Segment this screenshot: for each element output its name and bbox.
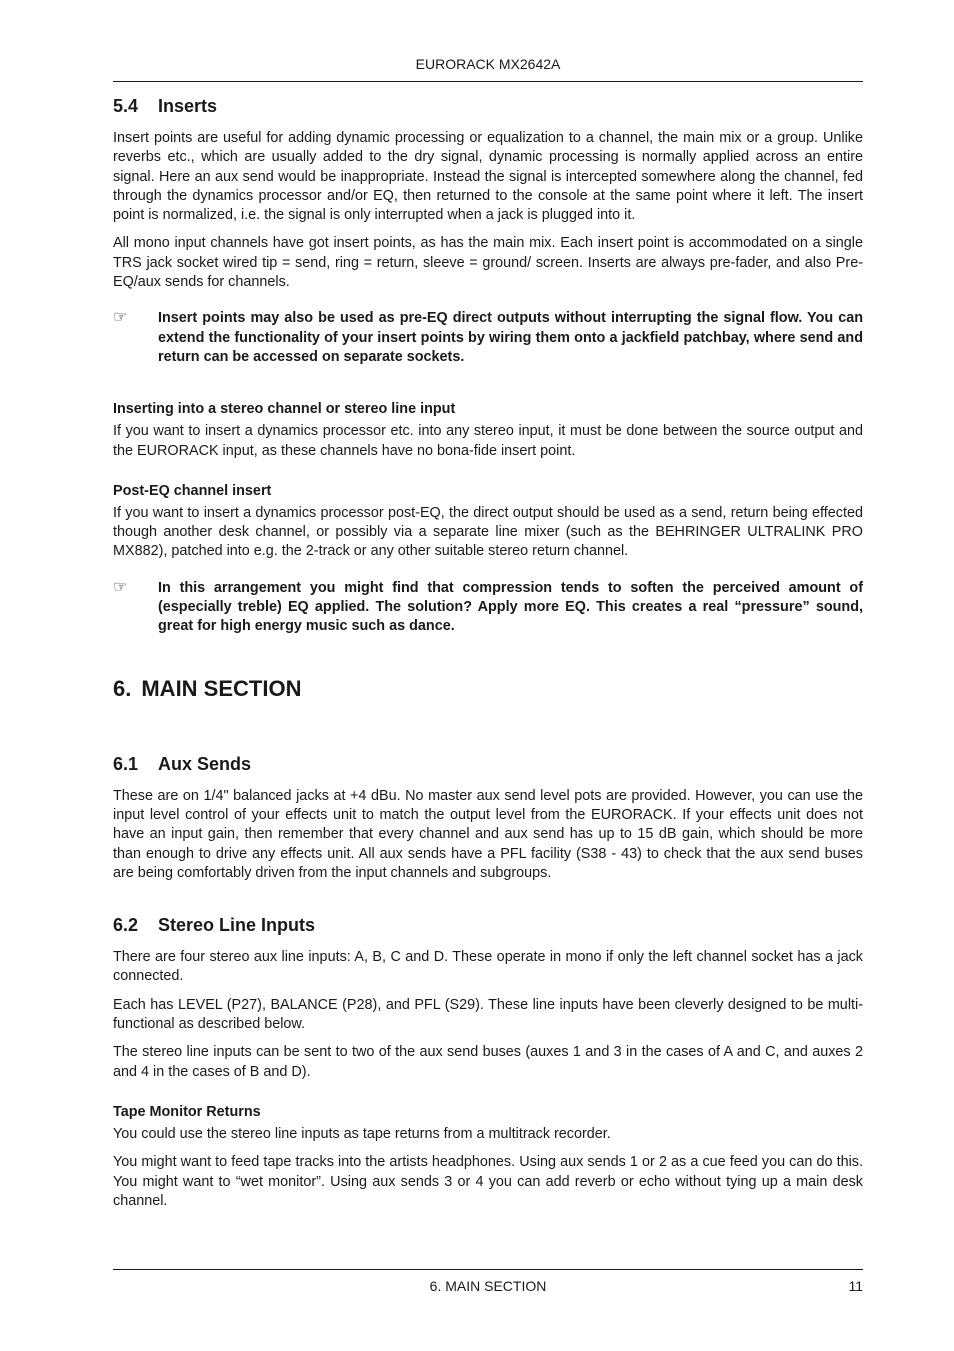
- section-title: Stereo Line Inputs: [158, 915, 316, 936]
- paragraph: These are on 1/4" balanced jacks at +4 dBu. No master aux send level pots are provided. However, you can use the input level control of your effects unit to match the output level from the EURORACK. If your effects unit does not have an input gain, then remember that every channel and aux send has up to 15 dB gain, which should be more than enough to drive any effects unit. All aux sends have a PFL facility (S38 - 43) to check that the aux send buses are being comfortably driven from the input channels and subgroups.: [113, 787, 863, 881]
- paragraph: There are four stereo aux line inputs: A, B, C and D. These operate in mono if only the left channel socket has a jack connected.: [113, 949, 863, 985]
- paragraph: If you want to insert a dynamics processor post-EQ, the direct output should be used as a send, return being effected though another desk channel, or possibly via a separate line mixer (such as the BEHRINGER ULTRALINK PRO MX882), patched into e.g. the 2-track or any other suitable stereo return channel.: [113, 504, 863, 560]
- section-5-4-heading: [113, 96, 863, 117]
- note-box: [113, 309, 863, 367]
- footer-rule: [113, 1269, 863, 1270]
- header-rule: [113, 81, 863, 82]
- content: [113, 96, 863, 1211]
- subheading: Post-EQ channel insert: [113, 482, 272, 499]
- pointing-hand-icon: ☞: [113, 578, 128, 596]
- section-number: 5.4: [113, 96, 139, 116]
- pointing-hand-icon: ☞: [113, 309, 128, 327]
- chapter-number: 6.: [113, 675, 132, 701]
- paragraph: You might want to feed tape tracks into the artists headphones. Using aux sends 1 or 2 as a cue feed you can do this. You might want to “wet monitor”. Using aux sends 3 or 4 you can add reverb or echo without tying up a main desk channel.: [113, 1154, 863, 1209]
- note-box: [113, 579, 863, 637]
- section-6-heading: [113, 676, 863, 702]
- paragraph: You could use the stereo line inputs as tape returns from a multitrack recorder.: [113, 1125, 611, 1142]
- section-6-2-heading: [113, 915, 863, 936]
- paragraph: Insert points are useful for adding dynamic processing or equalization to a channel, the main mix or a group. Unlike reverbs etc., which are usually added to the dry signal, dynamic processing is normally applied across an entire signal. Here an aux send would be inappropriate. Instead the signal is intercepted somewhere along the channel, fed through the dynamics processor and/or EQ, then returned to the console at the same point where it left. The insert point is normalized, i.e. the signal is only interrupted when a jack is plugged into it.: [113, 130, 863, 224]
- paragraph: All mono input channels have got insert points, as has the main mix. Each insert point is accommodated on a single TRS jack socket wired tip = send, ring = return, sleeve = ground/ screen. Inserts are always pre-fader, and also Pre-EQ/aux sends for channels.: [113, 235, 863, 291]
- section-number: 6.1: [113, 753, 139, 774]
- footer-section: 6. MAIN SECTION: [429, 1278, 547, 1294]
- subheading: Tape Monitor Returns: [113, 1103, 261, 1120]
- subheading: Inserting into a stereo channel or stereo line input: [113, 401, 456, 418]
- section-6-1-heading: [113, 754, 863, 775]
- section-title: Inserts: [158, 96, 218, 116]
- paragraph: The stereo line inputs can be sent to two of the aux send buses (auxes 1 and 3 in the cases of A and C, and auxes 2 and 4 in the cases of B and D).: [113, 1044, 863, 1080]
- section-number: 6.2: [113, 915, 139, 936]
- page-number: 11: [848, 1278, 863, 1294]
- section-title: Aux Sends: [158, 753, 252, 774]
- paragraph: If you want to insert a dynamics processor etc. into any stereo input, it must be done between the source output and the EURORACK input, as these channels have no bona-fide insert point.: [113, 423, 863, 459]
- running-header: EURORACK MX2642A: [415, 56, 561, 72]
- note-text: Insert points may also be used as pre-EQ direct outputs without interrupting the signal flow. You can extend the functionality of your insert points by wiring them onto a jackfield patchbay, where send and return can be accessed on separate sockets.: [158, 310, 863, 365]
- chapter-title: MAIN SECTION: [141, 675, 302, 701]
- note-text: In this arrangement you might find that compression tends to soften the perceived amount of (especially treble) EQ applied. The solution? Apply more EQ. This creates a real “pressure” sound, great for high energy music such as dance.: [158, 579, 863, 635]
- paragraph: Each has LEVEL (P27), BALANCE (P28), and PFL (S29). These line inputs have been cleverly designed to be multi-functional as described below.: [113, 996, 863, 1033]
